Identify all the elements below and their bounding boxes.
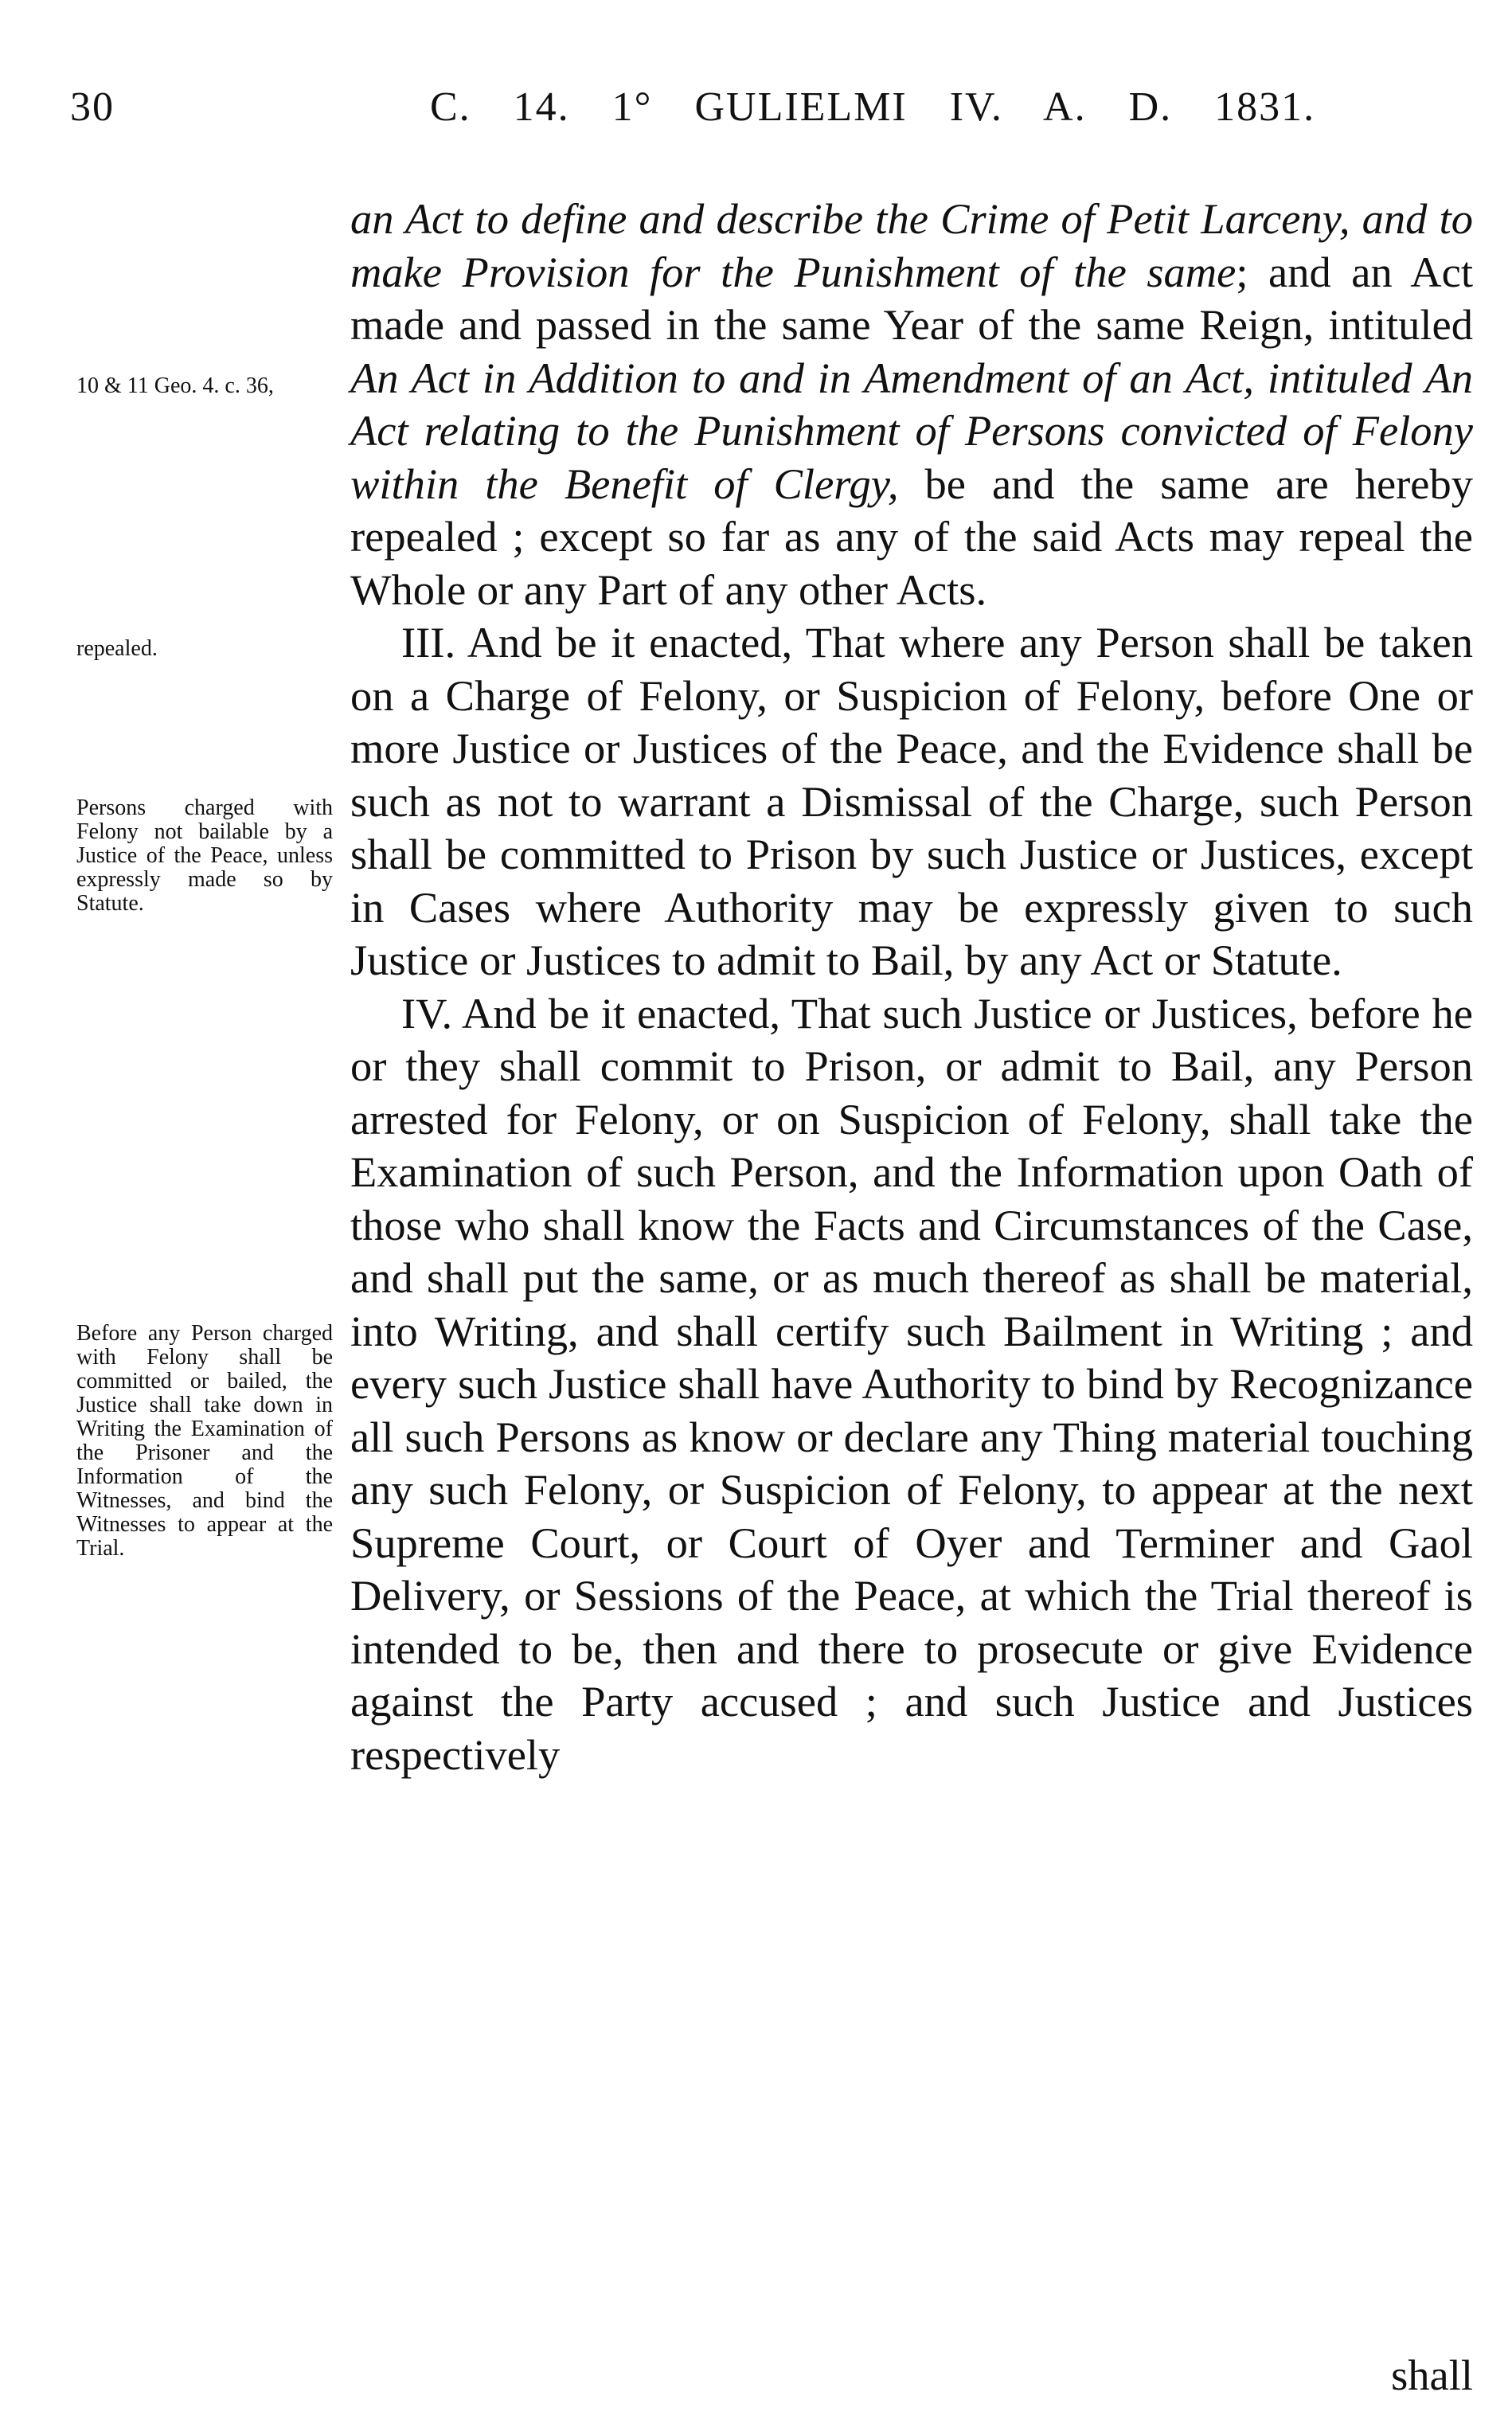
body-text bbox=[350, 193, 1473, 1781]
margin-note-bail: Persons charged with Felony not bailable by a Justice of the Peace, unless expressly made so by Statute. bbox=[76, 795, 333, 916]
margin-note-examination: Before any Person charged with Felony shall be committed or bailed, the Justice shall take down in Writing the Examination of the Prisoner and the Information of the Witnesses, and bind the Witnesses to appear at the Trial. bbox=[76, 1321, 333, 1561]
paragraph-text: ; and an Act made and passed in the same Year of the same Reign, intituled bbox=[350, 247, 1473, 349]
paragraph-continuation bbox=[350, 193, 1473, 616]
running-header bbox=[70, 80, 1471, 135]
act-title-amendment: An Act in Addition to and in Amendment of an Act, intituled An Act relating to the Punishment of Persons convicted of Felony within the Benefit of Clergy, bbox=[350, 353, 1473, 508]
section-iv: IV. And be it enacted, That such Justice or Justices, before he or they shall commit to Prison, or admit to Bail, any Person arrested for Felony, or on Suspicion of Felony, shall take the Examination of such Person, and the Information upon Oath of those who shall know the Facts and Circumstances of the Case, and shall put the same, or as much thereof as shall be material, into Writing, and shall certify such Bailment in Writing ; and every such Justice shall have Authority to bind by Recognizance all such Persons as know or declare any Thing material touching any such Felony, or Suspicion of Felony, to appear at the next Supreme Court, or Court of Oyer and Terminer and Gaol Delivery, or Sessions of the Peace, at which the Trial thereof is intended to be, then and there to prosecute or give Evidence against the Party accused ; and such Justice and Justices respectively bbox=[350, 988, 1473, 1779]
page-number: 30 bbox=[70, 84, 115, 130]
section-iii: III. And be it enacted, That where any Person shall be taken on a Charge of Felony, or Suspicion of Felony, before One or more Justice or Justices of the Peace, and the Evidence shall be such as not to warrant a Dismissal of the Charge, such Person shall be committed to Prison by such Justice or Justices, except in Cases where Authority may be expressly given to such Justice or Justices to admit to Bail, by any Act or Statute. bbox=[350, 618, 1473, 984]
paragraph-text: be and the same are hereby repealed ; except so far as any of the said Acts may repeal the Whole or any Part of any other Acts. bbox=[350, 459, 1473, 614]
margin-note-citation: 10 & 11 Geo. 4. c. 36, bbox=[76, 373, 274, 398]
act-title-petit-larceny: an Act to define and describe the Crime of Petit Larceny, and to make Provision for the Punishment of the same bbox=[350, 194, 1473, 296]
running-title: C. 14. 1° GULIELMI IV. A. D. 1831. bbox=[430, 84, 1316, 130]
catchword: shall bbox=[1391, 2351, 1473, 2399]
margin-note-repealed: repealed. bbox=[76, 636, 158, 661]
